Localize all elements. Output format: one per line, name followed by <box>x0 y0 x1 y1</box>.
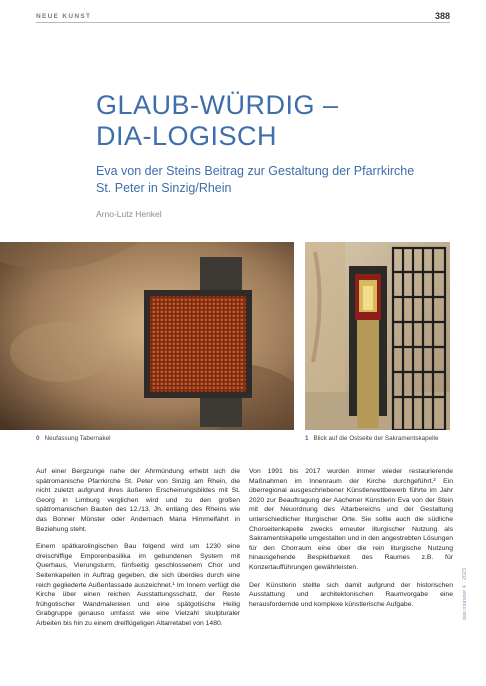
figure-caption-0 <box>36 435 111 442</box>
subtitle-line-2: St. Peter in Sinzig/Rhein <box>96 181 232 195</box>
chapel-illustration <box>305 242 450 430</box>
body-paragraph: Der Künstlerin stellte sich damit aufgrund der historischen Ausstattung und architektonischen Raumvorgabe eine herausfordernde und komplexe künstlerische Aufgabe. <box>249 581 453 608</box>
photo-sacrament-chapel <box>305 242 450 430</box>
figure-caption-1 <box>305 435 438 442</box>
figure-caption-text-1: Blick auf die Ostseite der Sakramentskapelle <box>313 435 439 442</box>
title-line-1: GLAUB-WÜRDIG – <box>96 90 339 120</box>
journal-sidebar-label: das münster 4 · 2023 <box>462 568 468 620</box>
body-column-right <box>249 467 453 617</box>
photo-tabernacle <box>0 242 294 430</box>
page-number: 388 <box>434 11 450 21</box>
subtitle-line-1: Eva von der Steins Beitrag zur Gestaltung der Pfarrkirche <box>96 164 415 178</box>
title-line-2: DIA-LOGISCH <box>96 121 278 151</box>
article-author: Arno-Lutz Henkel <box>96 209 162 219</box>
figure-number-0: 0 <box>36 435 40 442</box>
body-paragraph: Von 1991 bis 2017 wurden immer wieder restaurierende Maßnahmen im Innenraum der Kirche durchgeführt.² Ein überregional ausgeschriebener Künstlerwettbewerb führte im Jahr 2020 zur Beauftragung der Aachener Künstlerin Eva von der Stein mit der Neuordnung des Altarbereichs und der Gestaltung unterschiedlicher liturgischer Orte. Sie sollte auch die südliche Chorseitenkapelle zwecks erneuter liturgischer Nutzung als Sakramentskapelle umgestalten und in den angestrebten Lösungen für den Chorraum eine über die rein liturgische Nutzung hinausgehende Bespielbarkeit des Raumes z.B. für Konzertaufführungen gewährleisten. <box>249 468 453 571</box>
header-divider <box>36 22 450 23</box>
figure-caption-text-0: Neufassung Tabernakel <box>44 435 111 442</box>
body-column-left <box>36 467 240 637</box>
figure-number-1: 1 <box>305 435 309 442</box>
body-paragraph: Einem spätkarolingischen Bau folgend wird um 1230 eine dreischiffige Emporenbasilika im gebundenen System mit Querhaus, Vierungsturm, fünfseitig geschlossenem Chor und Seitenkapellen in Auftrag gegeben, die sich überdies durch eine reich gegliederte Außenfassade auszeichnet.¹ Im Innern verfügt die Kirche über einen reichen Ausstattungsschatz, der Reste frühgotischer Wandmalereien und eine spätgotische Heilig Grabgruppe genauso umfasst wie eine Vielzahl skulpturaler Arbeiten bis hin zu einem dreiflügeligen Altarretabel von 1480. <box>36 543 240 627</box>
article-title <box>96 90 436 152</box>
body-paragraph: Auf einer Bergzunge nahe der Ahrmündung erhebt sich die spätromanische Pfarrkirche St. Peter von Sinzig am Rhein, die nicht zuletzt aufgrund ihres äußeren Erscheinungsbildes mit St. Georg in Limburg verglichen wird und zu den großen spätromanischen Bauten des 12./13. Jh. entlang des Rheins wie das Bonner Münster oder Andernach Maria Himmelfahrt in Beziehung steht. <box>36 468 240 533</box>
article-subtitle <box>96 163 436 197</box>
tabernacle-illustration <box>0 242 294 430</box>
section-label: NEUE KUNST <box>36 13 92 20</box>
